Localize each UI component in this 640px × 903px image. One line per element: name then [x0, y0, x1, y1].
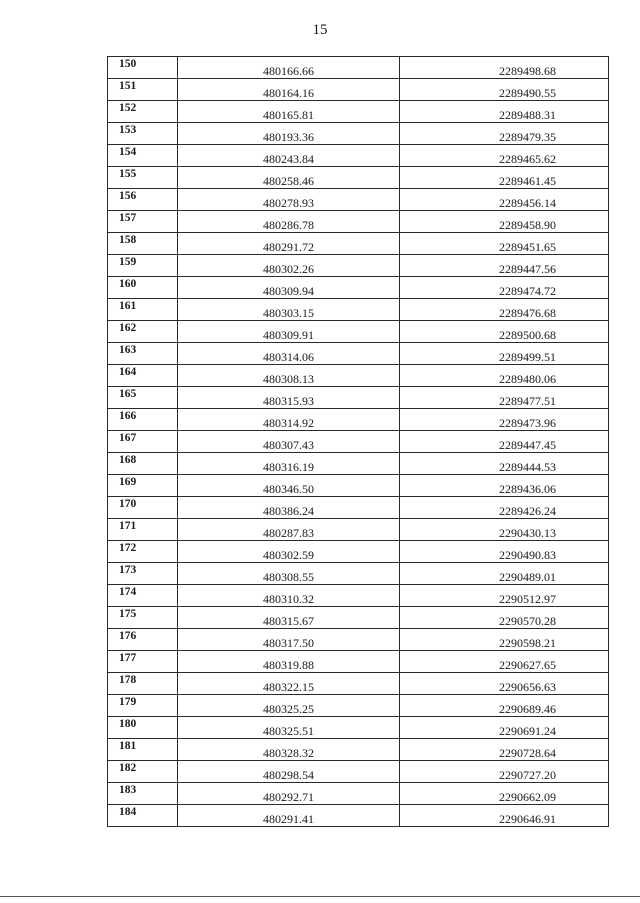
y-coordinate-cell: 2289477.51	[400, 387, 609, 409]
x-coordinate-cell: 480325.51	[178, 717, 400, 739]
x-coordinate-cell: 480298.54	[178, 761, 400, 783]
y-coordinate-cell: 2289447.45	[400, 431, 609, 453]
point-number-cell: 169	[108, 475, 178, 497]
point-number-cell: 168	[108, 453, 178, 475]
y-coordinate-cell: 2290627.65	[400, 651, 609, 673]
x-coordinate-cell: 480346.50	[178, 475, 400, 497]
table-row	[108, 497, 609, 519]
y-coordinate-cell: 2289480.06	[400, 365, 609, 387]
y-coordinate-cell: 2290656.63	[400, 673, 609, 695]
x-coordinate-cell: 480314.92	[178, 409, 400, 431]
x-coordinate-cell: 480308.13	[178, 365, 400, 387]
page-number: 15	[312, 22, 328, 38]
y-coordinate-cell: 2290512.97	[400, 585, 609, 607]
x-coordinate-cell: 480303.15	[178, 299, 400, 321]
y-coordinate-cell: 2289498.68	[400, 57, 609, 79]
y-coordinate-cell: 2289436.06	[400, 475, 609, 497]
x-coordinate-cell: 480309.91	[178, 321, 400, 343]
point-number-cell: 160	[108, 277, 178, 299]
y-coordinate-cell: 2290646.91	[400, 805, 609, 827]
x-coordinate-cell: 480278.93	[178, 189, 400, 211]
y-coordinate-cell: 2290662.09	[400, 783, 609, 805]
table-row	[108, 211, 609, 233]
y-coordinate-cell: 2289451.65	[400, 233, 609, 255]
y-coordinate-cell: 2290727.20	[400, 761, 609, 783]
point-number-cell: 150	[108, 57, 178, 79]
table-row	[108, 299, 609, 321]
x-coordinate-cell: 480258.46	[178, 167, 400, 189]
x-coordinate-cell: 480291.72	[178, 233, 400, 255]
point-number-cell: 181	[108, 739, 178, 761]
x-coordinate-cell: 480302.26	[178, 255, 400, 277]
y-coordinate-cell: 2290598.21	[400, 629, 609, 651]
point-number-cell: 162	[108, 321, 178, 343]
footer-divider	[0, 896, 640, 897]
point-number-cell: 158	[108, 233, 178, 255]
table-row	[108, 431, 609, 453]
y-coordinate-cell: 2289473.96	[400, 409, 609, 431]
point-number-cell: 161	[108, 299, 178, 321]
table-row	[108, 79, 609, 101]
point-number-cell: 170	[108, 497, 178, 519]
table-row	[108, 673, 609, 695]
y-coordinate-cell: 2289465.62	[400, 145, 609, 167]
point-number-cell: 165	[108, 387, 178, 409]
table-row	[108, 475, 609, 497]
point-number-cell: 159	[108, 255, 178, 277]
y-coordinate-cell: 2289488.31	[400, 101, 609, 123]
point-number-cell: 175	[108, 607, 178, 629]
point-number-cell: 163	[108, 343, 178, 365]
y-coordinate-cell: 2290689.46	[400, 695, 609, 717]
y-coordinate-cell: 2290489.01	[400, 563, 609, 585]
table-row	[108, 585, 609, 607]
y-coordinate-cell: 2289447.56	[400, 255, 609, 277]
x-coordinate-cell: 480308.55	[178, 563, 400, 585]
x-coordinate-cell: 480310.32	[178, 585, 400, 607]
y-coordinate-cell: 2289474.72	[400, 277, 609, 299]
point-number-cell: 164	[108, 365, 178, 387]
x-coordinate-cell: 480292.71	[178, 783, 400, 805]
x-coordinate-cell: 480307.43	[178, 431, 400, 453]
y-coordinate-cell: 2289456.14	[400, 189, 609, 211]
point-number-cell: 180	[108, 717, 178, 739]
table-row	[108, 695, 609, 717]
table-row	[108, 123, 609, 145]
x-coordinate-cell: 480325.25	[178, 695, 400, 717]
y-coordinate-cell: 2289479.35	[400, 123, 609, 145]
x-coordinate-cell: 480315.67	[178, 607, 400, 629]
x-coordinate-cell: 480291.41	[178, 805, 400, 827]
table-row	[108, 607, 609, 629]
table-row	[108, 233, 609, 255]
table-row	[108, 563, 609, 585]
point-number-cell: 157	[108, 211, 178, 233]
y-coordinate-cell: 2289490.55	[400, 79, 609, 101]
point-number-cell: 154	[108, 145, 178, 167]
y-coordinate-cell: 2289426.24	[400, 497, 609, 519]
x-coordinate-cell: 480319.88	[178, 651, 400, 673]
point-number-cell: 176	[108, 629, 178, 651]
x-coordinate-cell: 480165.81	[178, 101, 400, 123]
table-row	[108, 739, 609, 761]
x-coordinate-cell: 480287.83	[178, 519, 400, 541]
table-row	[108, 321, 609, 343]
point-number-cell: 172	[108, 541, 178, 563]
x-coordinate-cell: 480164.16	[178, 79, 400, 101]
x-coordinate-cell: 480328.32	[178, 739, 400, 761]
table-row	[108, 519, 609, 541]
x-coordinate-cell: 480316.19	[178, 453, 400, 475]
table-row	[108, 387, 609, 409]
table-row	[108, 189, 609, 211]
point-number-cell: 153	[108, 123, 178, 145]
y-coordinate-cell: 2290490.83	[400, 541, 609, 563]
point-number-cell: 174	[108, 585, 178, 607]
table-row	[108, 453, 609, 475]
point-number-cell: 152	[108, 101, 178, 123]
coordinates-table-body	[108, 57, 609, 827]
table-row	[108, 761, 609, 783]
x-coordinate-cell: 480302.59	[178, 541, 400, 563]
point-number-cell: 155	[108, 167, 178, 189]
point-number-cell: 151	[108, 79, 178, 101]
point-number-cell: 183	[108, 783, 178, 805]
point-number-cell: 179	[108, 695, 178, 717]
x-coordinate-cell: 480309.94	[178, 277, 400, 299]
point-number-cell: 156	[108, 189, 178, 211]
y-coordinate-cell: 2289476.68	[400, 299, 609, 321]
x-coordinate-cell: 480322.15	[178, 673, 400, 695]
point-number-cell: 166	[108, 409, 178, 431]
y-coordinate-cell: 2290691.24	[400, 717, 609, 739]
y-coordinate-cell: 2289458.90	[400, 211, 609, 233]
point-number-cell: 184	[108, 805, 178, 827]
table-row	[108, 783, 609, 805]
y-coordinate-cell: 2289461.45	[400, 167, 609, 189]
x-coordinate-cell: 480193.36	[178, 123, 400, 145]
table-row	[108, 629, 609, 651]
y-coordinate-cell: 2290570.28	[400, 607, 609, 629]
point-number-cell: 178	[108, 673, 178, 695]
x-coordinate-cell: 480166.66	[178, 57, 400, 79]
table-row	[108, 255, 609, 277]
table-row	[108, 805, 609, 827]
x-coordinate-cell: 480286.78	[178, 211, 400, 233]
y-coordinate-cell: 2289444.53	[400, 453, 609, 475]
table-row	[108, 277, 609, 299]
x-coordinate-cell: 480243.84	[178, 145, 400, 167]
x-coordinate-cell: 480317.50	[178, 629, 400, 651]
y-coordinate-cell: 2289500.68	[400, 321, 609, 343]
table-row	[108, 365, 609, 387]
point-number-cell: 177	[108, 651, 178, 673]
table-row	[108, 101, 609, 123]
y-coordinate-cell: 2289499.51	[400, 343, 609, 365]
x-coordinate-cell: 480315.93	[178, 387, 400, 409]
y-coordinate-cell: 2290430.13	[400, 519, 609, 541]
point-number-cell: 173	[108, 563, 178, 585]
x-coordinate-cell: 480386.24	[178, 497, 400, 519]
table-row	[108, 409, 609, 431]
point-number-cell: 171	[108, 519, 178, 541]
table-row	[108, 717, 609, 739]
coordinates-table	[107, 56, 609, 827]
table-row	[108, 145, 609, 167]
point-number-cell: 182	[108, 761, 178, 783]
table-row	[108, 651, 609, 673]
point-number-cell: 167	[108, 431, 178, 453]
table-row	[108, 167, 609, 189]
table-row	[108, 541, 609, 563]
y-coordinate-cell: 2290728.64	[400, 739, 609, 761]
x-coordinate-cell: 480314.06	[178, 343, 400, 365]
table-row	[108, 57, 609, 79]
table-row	[108, 343, 609, 365]
